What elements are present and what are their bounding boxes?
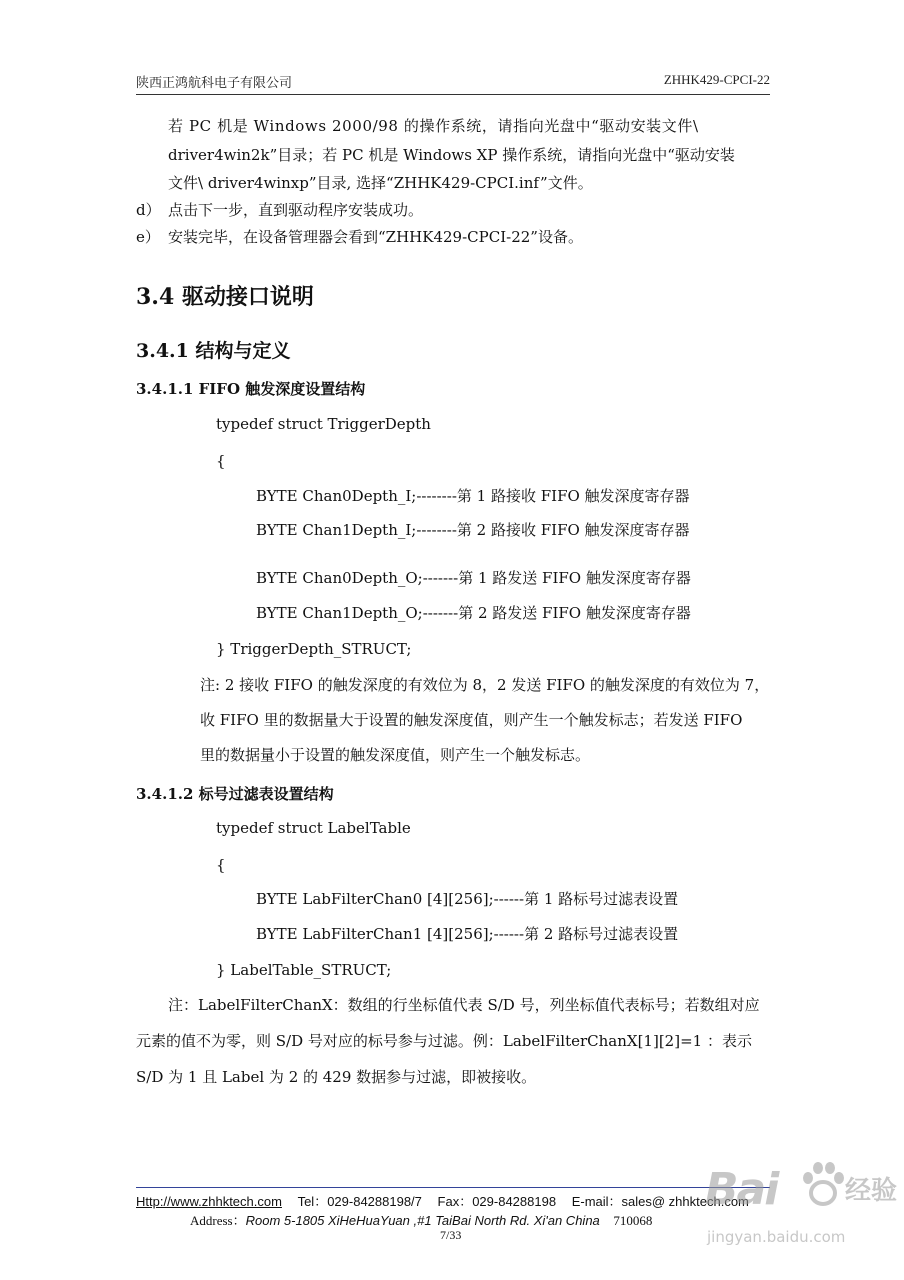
label-note-line-1: 注：LabelFilterChanX：数组的行坐标值代表 S/D 号，列坐标值代表标号；若数组对应 <box>168 996 760 1014</box>
label-struct-open: typedef struct LabelTable <box>216 819 411 837</box>
footer-address-line <box>190 1210 652 1229</box>
label-struct-close: } LabelTable_STRUCT; <box>216 961 392 979</box>
intro-line-3: 文件\ driver4winxp”目录, 选择“ZHHK429-CPCI.inf”文件。 <box>168 174 593 192</box>
footer-rule <box>136 1187 770 1188</box>
section-heading-3-4-1-2: 3.4.1.2 标号过滤表设置结构 <box>136 785 334 803</box>
footer-url-link[interactable]: Http://www.zhhktech.com <box>136 1194 282 1209</box>
trigger-note-line-1: 注: 2 接收 FIFO 的触发深度的有效位为 8，2 发送 FIFO 的触发深度的有效位为 7， <box>200 676 770 694</box>
footer-fax: Fax：029-84288198 <box>437 1194 557 1209</box>
footer-tel: Tel：029-84288198/7 <box>297 1194 422 1209</box>
label-field: BYTE LabFilterChan1 [4][256];------第 2 路标号过滤表设置 <box>256 925 679 943</box>
baidu-jingyan-watermark <box>705 1140 900 1275</box>
trigger-field: BYTE Chan1Depth_O;-------第 2 路发送 FIFO 触发深度寄存器 <box>256 604 691 622</box>
trigger-struct-close: } TriggerDepth_STRUCT; <box>216 640 412 658</box>
footer-contact-line <box>136 1191 749 1210</box>
step-e-marker: e） <box>136 228 160 246</box>
header-doc-id: ZHHK429-CPCI-22 <box>663 72 770 87</box>
label-note-line-2: 元素的值不为零，则 S/D 号对应的标号参与过滤。例：LabelFilterChanX[1][2]=1 ：表示 <box>136 1032 752 1050</box>
step-d-marker: d） <box>136 201 161 219</box>
footer-address: Room 5-1805 XiHeHuaYuan ,#1 TaiBai North Rd. Xi'an China <box>245 1213 600 1228</box>
section-heading-3-4-1-1: 3.4.1.1 FIFO 触发深度设置结构 <box>136 380 366 398</box>
intro-line-1: 若 PC 机是 Windows 2000/98 的操作系统，请指向光盘中“驱动安装文件\ <box>168 117 699 135</box>
watermark-site: jingyan.baidu.com <box>707 1228 846 1246</box>
footer-address-label: Address： <box>190 1213 246 1228</box>
trigger-field: BYTE Chan0Depth_O;-------第 1 路发送 FIFO 触发深度寄存器 <box>256 569 691 587</box>
trigger-struct-open: typedef struct TriggerDepth <box>216 415 431 433</box>
step-e-text: 安装完毕，在设备管理器会看到“ZHHK429-CPCI-22”设备。 <box>168 228 583 246</box>
header-company: 陕西正鸿航科电子有限公司 <box>136 76 293 91</box>
paw-icon <box>801 1162 845 1208</box>
step-d-text: 点击下一步，直到驱动程序安装成功。 <box>168 201 424 219</box>
watermark-brand: Bai <box>705 1164 778 1215</box>
label-struct-brace: { <box>216 856 226 874</box>
section-heading-3-4: 3.4 驱动接口说明 <box>136 284 314 310</box>
trigger-note-line-3: 里的数据量小于设置的触发深度值，则产生一个触发标志。 <box>200 746 591 764</box>
trigger-note-line-2: 收 FIFO 里的数据量大于设置的触发深度值，则产生一个触发标志；若发送 FIFO <box>200 711 743 729</box>
intro-line-2: driver4win2k”目录；若 PC 机是 Windows XP 操作系统，请指向光盘中“驱动安装 <box>168 146 735 164</box>
label-note-line-3: S/D 为 1 且 Label 为 2 的 429 数据参与过滤，即被接收。 <box>136 1068 537 1086</box>
watermark-cn: 经验 <box>845 1176 898 1206</box>
footer-email: E-mail：sales@ zhhktech.com <box>571 1194 749 1209</box>
trigger-field: BYTE Chan1Depth_I;--------第 2 路接收 FIFO 触发深度寄存器 <box>256 521 690 539</box>
trigger-struct-brace: { <box>216 452 226 470</box>
header-rule <box>136 94 770 95</box>
footer-zip: 710068 <box>613 1213 653 1228</box>
label-field: BYTE LabFilterChan0 [4][256];------第 1 路标号过滤表设置 <box>256 890 679 908</box>
trigger-field: BYTE Chan0Depth_I;--------第 1 路接收 FIFO 触发深度寄存器 <box>256 487 690 505</box>
section-heading-3-4-1: 3.4.1 结构与定义 <box>136 340 291 362</box>
page-number: 7/33 <box>440 1228 462 1242</box>
